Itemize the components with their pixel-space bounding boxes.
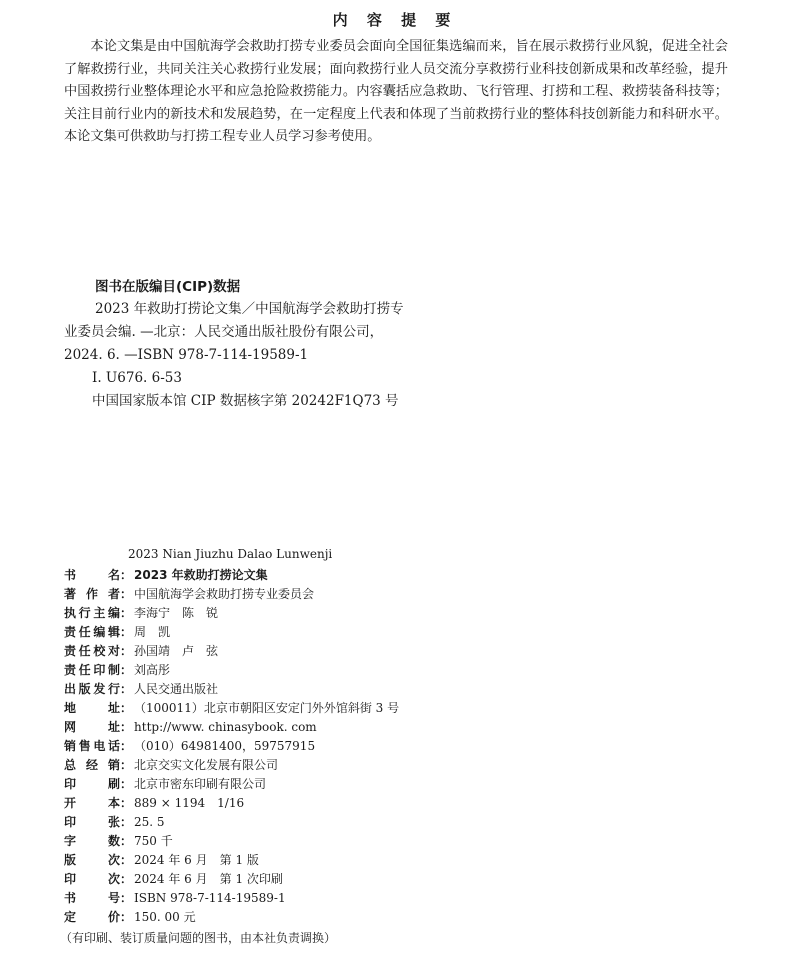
copyright-row-chief-editor: 执行主编 ： 李海宁 陈 锐 (64, 604, 484, 623)
row-label: 字数 (64, 834, 120, 848)
cip-line-4: Ⅰ. U676. 6-53 (92, 370, 182, 386)
row-label: 印张 (64, 815, 120, 829)
copyright-row-distributor: 总经销 ： 北京交实文化发展有限公司 (64, 756, 484, 775)
row-value: 150. 00 元 (134, 910, 196, 924)
copyright-row-editor: 责任编辑 ： 周 凯 (64, 623, 484, 642)
row-label: 网址 (64, 720, 120, 734)
row-label: 书号 (64, 891, 120, 905)
row-label: 定价 (64, 910, 120, 924)
row-value: 北京交实文化发展有限公司 (134, 758, 279, 772)
copyright-row-price: 定价 ： 150. 00 元 (64, 908, 484, 927)
row-label: 开本 (64, 796, 120, 810)
row-value: 2023 年救助打捞论文集 (134, 568, 268, 582)
row-label: 出版发行 (64, 682, 120, 696)
row-label: 总经销 (64, 758, 120, 772)
row-value: 北京市密东印刷有限公司 (134, 777, 267, 791)
row-value: http://www. chinasybook. com (134, 720, 317, 734)
row-label: 著作者 (64, 587, 120, 601)
row-label: 印刷 (64, 777, 120, 791)
pinyin-title: 2023 Nian Jiuzhu Dalao Lunwenji (128, 547, 333, 561)
row-value: 中国航海学会救助打捞专业委员会 (134, 587, 315, 601)
copyright-row-edition: 版次 ： 2024 年 6 月 第 1 版 (64, 851, 484, 870)
copyright-row-proofreader: 责任校对 ： 孙国靖 卢 弦 (64, 642, 484, 661)
copyright-row-printer: 印刷 ： 北京市密东印刷有限公司 (64, 775, 484, 794)
row-value: 孙国靖 卢 弦 (134, 644, 219, 658)
abstract-body: 本论文集是由中国航海学会救助打捞专业委员会面向全国征集选编而来，旨在展示救捞行业风貌，促进全社会了解救捞行业，共同关注关心救捞行业发展；面向救捞行业人员交流分享救捞行业科技创新成果和改革经验，提升中国救捞行业整体理论水平和应急抢险救捞能力。内容囊括应急救助、飞行管理、打捞和工程、救捞装备科技等；关注目前行业内的新技术和发展趋势，在一定程度上代表和体现了当前救捞行业的整体科技创新能力和科研水平。本论文集可供救助与打捞工程专业人员学习参考使用。 (64, 39, 728, 144)
row-value: 人民交通出版社 (134, 682, 219, 696)
cip-record (64, 298, 424, 413)
copyright-row-sales-phone: 销售电话 ： （010）64981400，59757915 (64, 737, 484, 756)
row-label: 书名 (64, 568, 120, 582)
row-label: 责任印制 (64, 663, 120, 677)
copyright-row-address: 地址 ： （100011）北京市朝阳区安定门外外馆斜街 3 号 (64, 699, 484, 718)
copyright-row-format: 开本 ： 889 × 1194 1/16 (64, 794, 484, 813)
cip-heading: 图书在版编目(CIP)数据 (95, 279, 241, 295)
copyright-list (64, 566, 484, 927)
copyright-row-publisher: 出版发行 ： 人民交通出版社 (64, 680, 484, 699)
copyright-row-impression: 印次 ： 2024 年 6 月 第 1 次印刷 (64, 870, 484, 889)
row-label: 地址 (64, 701, 120, 715)
row-label: 版次 (64, 853, 120, 867)
row-value: 周 凯 (134, 625, 171, 639)
row-value: 李海宁 陈 锐 (134, 606, 219, 620)
copyright-row-book-title: 书名 ： 2023 年救助打捞论文集 (64, 566, 484, 585)
cip-line-5: 中国国家版本馆 CIP 数据核字第 20242F1Q73 号 (92, 393, 399, 409)
cip-line-2: 业委员会编. —北京：人民交通出版社股份有限公司， (64, 324, 384, 340)
row-label: 印次 (64, 872, 120, 886)
copyright-row-author: 著作者 ： 中国航海学会救助打捞专业委员会 (64, 585, 484, 604)
row-value: ISBN 978-7-114-19589-1 (134, 891, 286, 905)
copyright-row-word-count: 字数 ： 750 千 (64, 832, 484, 851)
copyright-row-website: 网址 ： http://www. chinasybook. com (64, 718, 484, 737)
abstract-title: 内 容 提 要 (332, 11, 458, 29)
row-value: 889 × 1194 1/16 (134, 796, 245, 810)
row-value: 25. 5 (134, 815, 165, 829)
cip-line-3: 2024. 6. —ISBN 978-7-114-19589-1 (64, 347, 309, 363)
copyright-row-print-supervisor: 责任印制 ： 刘高彤 (64, 661, 484, 680)
row-label: 责任校对 (64, 644, 120, 658)
row-value: 750 千 (134, 834, 173, 848)
row-label: 执行主编 (64, 606, 120, 620)
cip-line-1: 2023 年救助打捞论文集／中国航海学会救助打捞专 (95, 301, 404, 317)
footer-note: （有印刷、装订质量问题的图书，由本社负责调换） (60, 931, 337, 945)
row-value: 2024 年 6 月 第 1 版 (134, 853, 259, 867)
row-value: 2024 年 6 月 第 1 次印刷 (134, 872, 283, 886)
row-value: （010）64981400，59757915 (134, 739, 316, 753)
row-value: 刘高彤 (134, 663, 171, 677)
copyright-row-isbn: 书号 ： ISBN 978-7-114-19589-1 (64, 889, 484, 908)
copyright-row-sheets: 印张 ： 25. 5 (64, 813, 484, 832)
row-value: （100011）北京市朝阳区安定门外外馆斜街 3 号 (134, 701, 400, 715)
row-label: 责任编辑 (64, 625, 120, 639)
row-label: 销售电话 (64, 739, 120, 753)
